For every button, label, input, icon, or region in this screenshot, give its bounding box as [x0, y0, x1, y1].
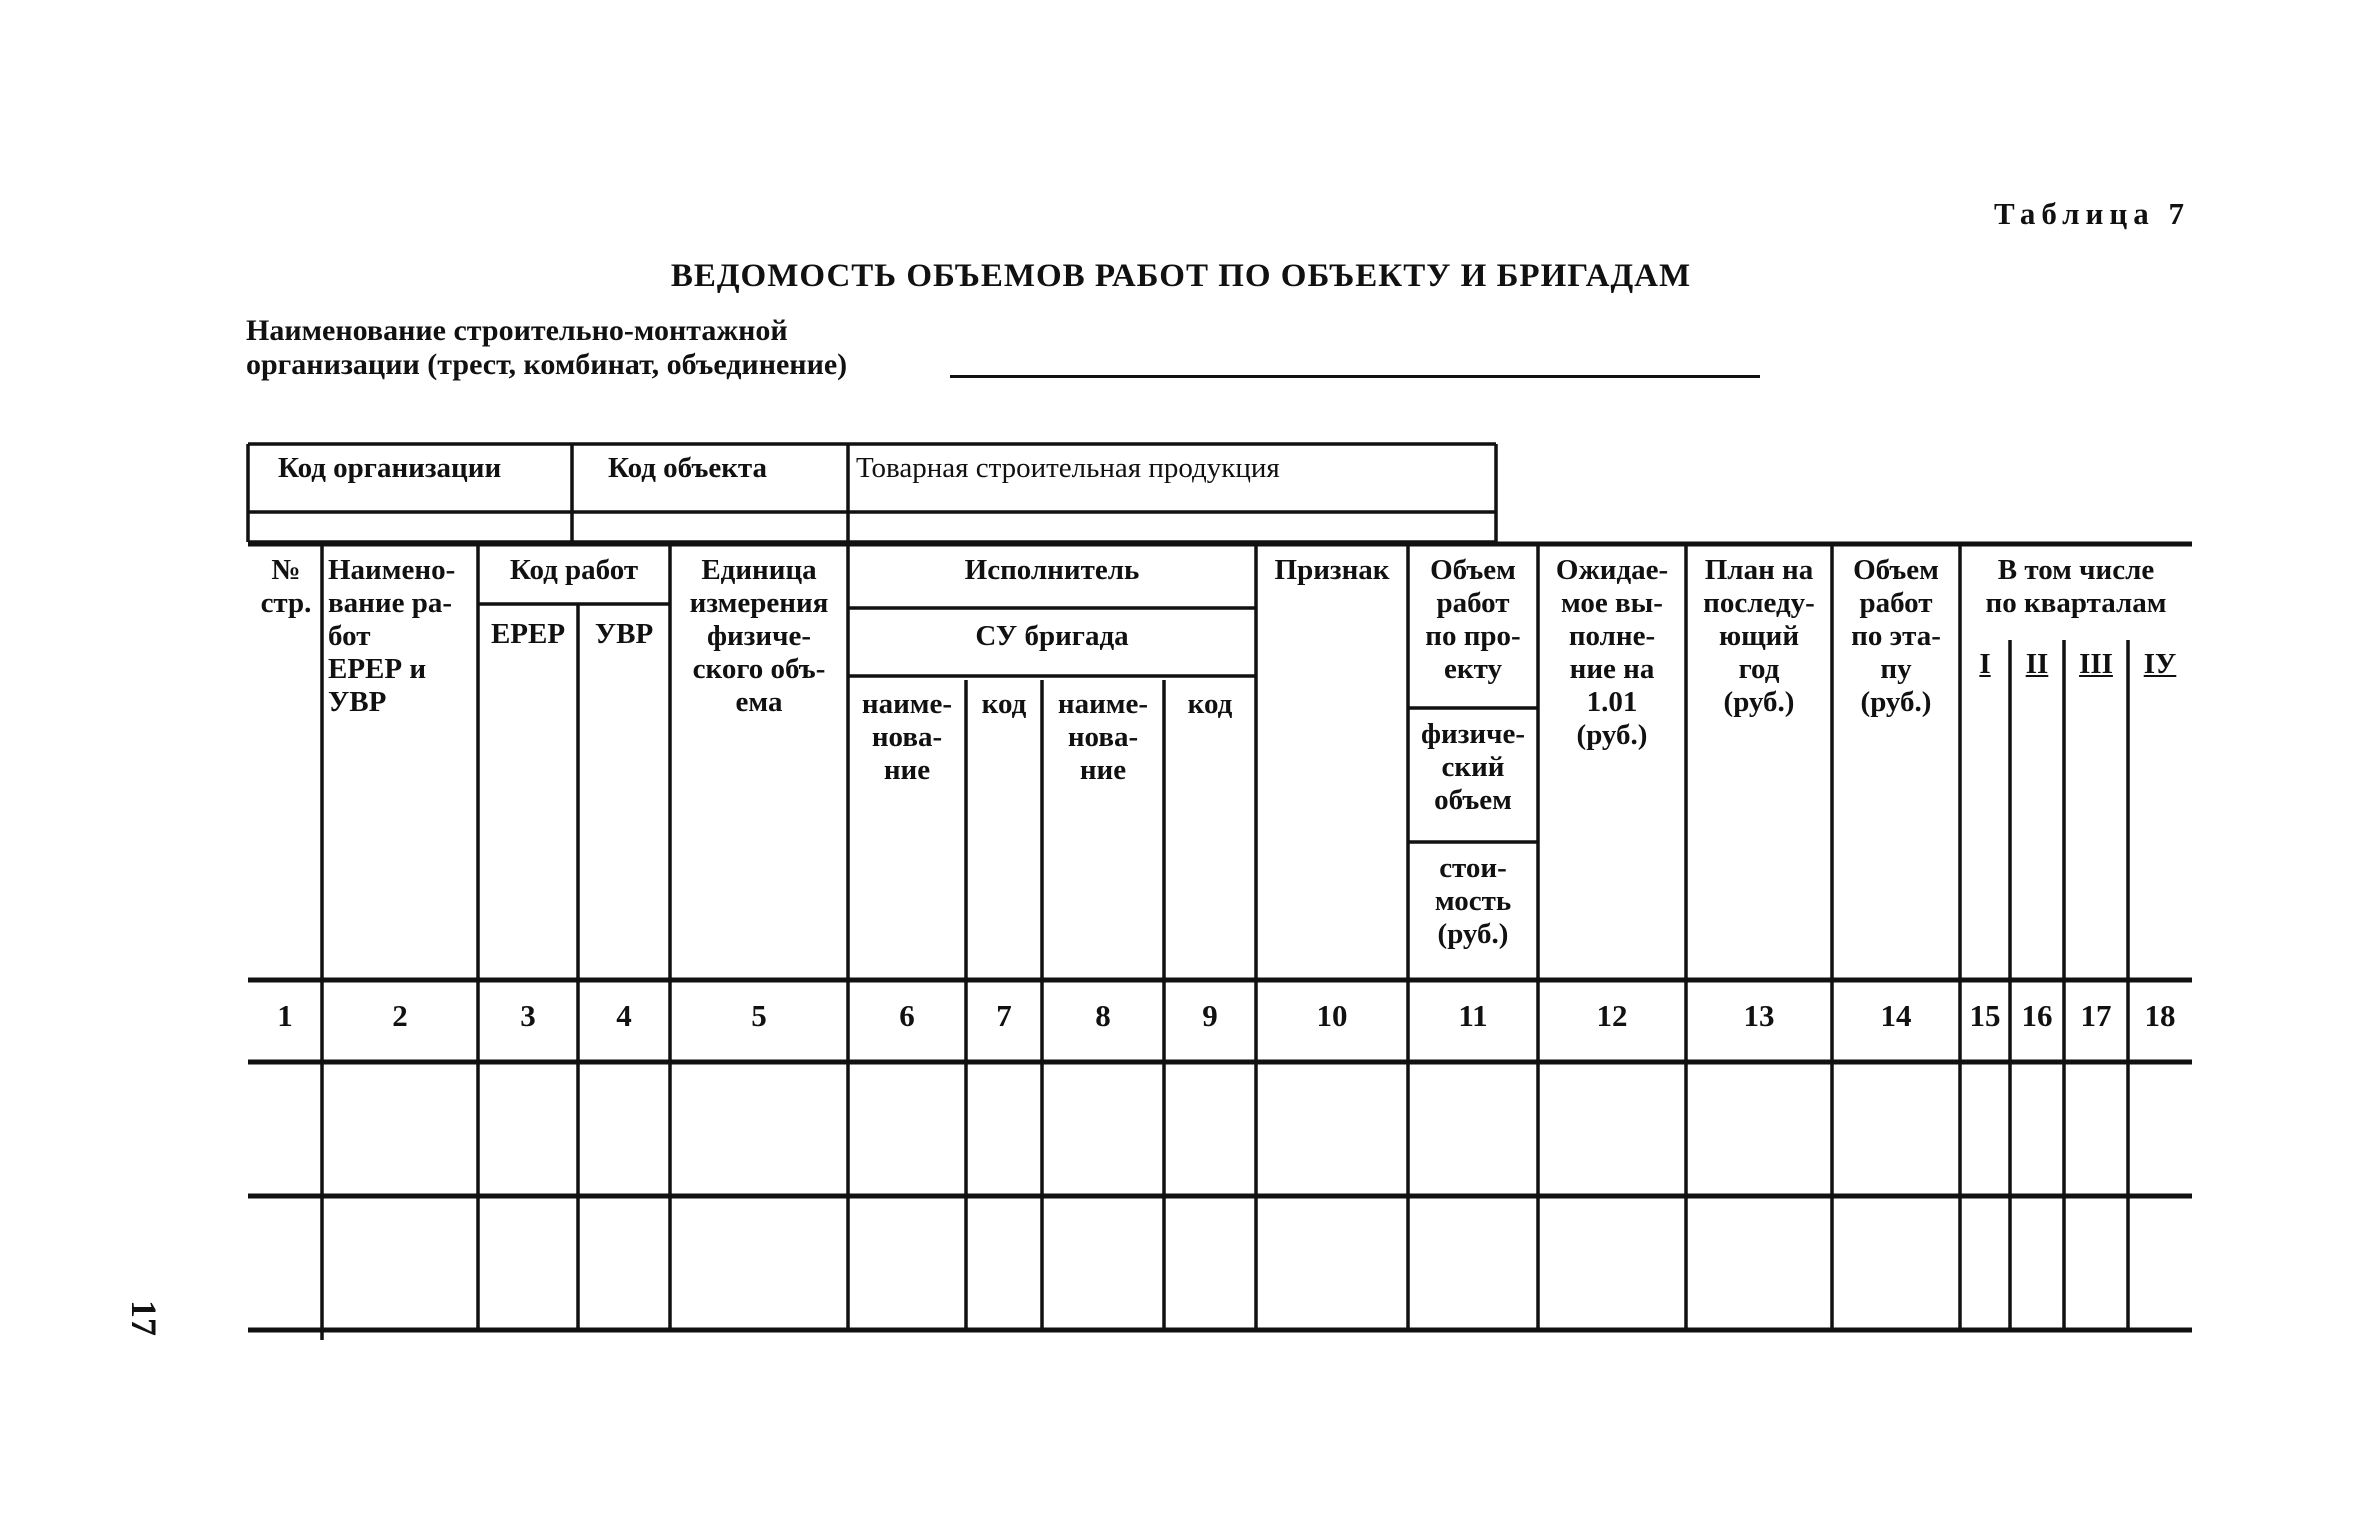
- header-quarter-3: III: [2079, 648, 2113, 680]
- header-quarters: В том числе по кварталам: [1985, 554, 2167, 619]
- header-unit: Единица измерения физиче- ского объ- ема: [689, 554, 829, 718]
- header-stage-volume: Объем работ по эта- пу (руб.): [1851, 554, 1941, 718]
- column-number: 17: [2080, 998, 2112, 1033]
- table-row[interactable]: [248, 1198, 2192, 1328]
- header-uvr: УВР: [594, 618, 654, 650]
- object-code-header: Код объекта: [608, 452, 768, 484]
- header-work-name: Наимено- вание ра- бот ЕРЕР и УВР: [328, 554, 456, 718]
- product-header: Товарная строительная продукция: [856, 452, 1280, 484]
- column-number: 6: [899, 998, 915, 1033]
- column-number: 7: [996, 998, 1012, 1033]
- header-su-code: код: [981, 688, 1027, 720]
- org-code-header: Код организации: [278, 452, 502, 484]
- header-quarter-2: II: [2025, 648, 2049, 680]
- column-number: 8: [1095, 998, 1111, 1033]
- org-name-label-line1: Наименование строительно-монтажной: [246, 314, 788, 347]
- header-plan: План на последу- ющий год (руб.): [1703, 554, 1815, 718]
- table-number-label: Таблица 7: [1994, 196, 2190, 231]
- header-project-volume: Объем работ по про- екту: [1425, 554, 1521, 685]
- column-number: 4: [616, 998, 632, 1033]
- column-number: 13: [1743, 998, 1775, 1033]
- column-number: 11: [1458, 998, 1488, 1033]
- header-executor: Исполнитель: [964, 554, 1140, 586]
- header-quarter-4: IУ: [2143, 648, 2177, 680]
- column-number: 18: [2144, 998, 2176, 1033]
- header-brigade-code: код: [1187, 688, 1233, 720]
- header-erer: ЕРЕР: [490, 618, 566, 650]
- header-brigade-name: наиме- нова- ние: [1057, 688, 1149, 786]
- header-work-code: Код работ: [509, 554, 639, 586]
- header-su-brigade: СУ бригада: [975, 620, 1129, 652]
- column-number: 2: [392, 998, 408, 1033]
- column-number: 5: [751, 998, 767, 1033]
- column-number: 3: [520, 998, 536, 1033]
- page-number: 17: [124, 1300, 164, 1336]
- header-sign: Признак: [1274, 554, 1390, 586]
- header-row-number: № стр.: [260, 554, 312, 619]
- column-number: 1: [277, 998, 293, 1033]
- column-number: 10: [1316, 998, 1348, 1033]
- header-su-name: наиме- нова- ние: [861, 688, 953, 786]
- header-cost: стои- мость (руб.): [1434, 852, 1512, 950]
- header-expected: Ожидае- мое вы- полне- ние на 1.01 (руб.): [1555, 554, 1669, 751]
- column-number: 14: [1880, 998, 1912, 1033]
- column-number: 12: [1596, 998, 1628, 1033]
- column-number: 9: [1202, 998, 1218, 1033]
- org-name-label-line2: организации (трест, комбинат, объединение): [246, 348, 848, 381]
- document-title: ВЕДОМОСТЬ ОБЪЕМОВ РАБОТ ПО ОБЪЕКТУ И БРИГАДАМ: [670, 258, 1692, 294]
- column-number: 16: [2021, 998, 2053, 1033]
- header-physical-volume: физиче- ский объем: [1420, 718, 1526, 816]
- table-row[interactable]: [248, 1064, 2192, 1194]
- column-number: 15: [1969, 998, 2001, 1033]
- header-quarter-1: I: [1979, 648, 1991, 680]
